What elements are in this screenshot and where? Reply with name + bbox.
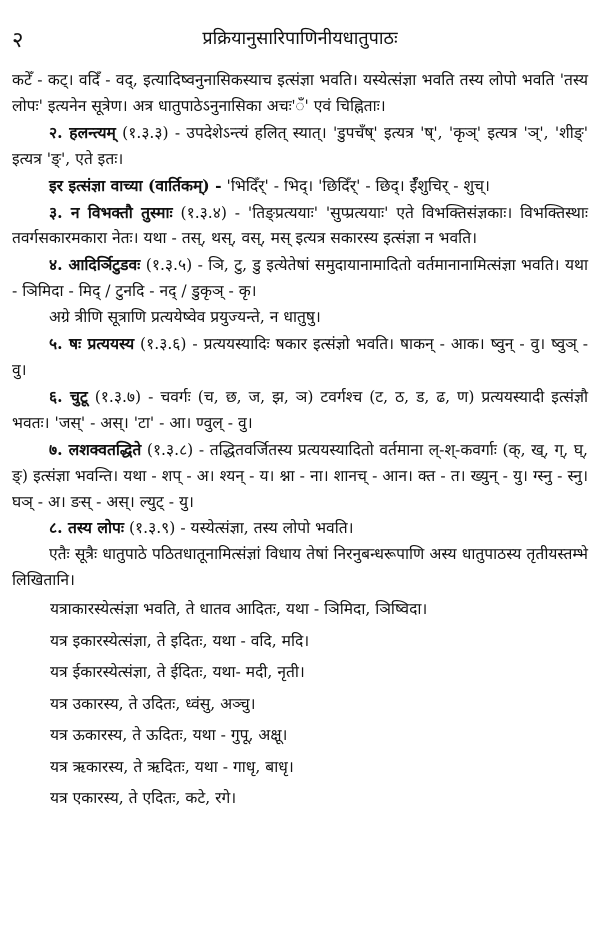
vartika xyxy=(12,173,588,200)
sutra-5-heading: ५. षः प्रत्ययस्य xyxy=(49,334,135,354)
sutra-2-heading: २. हलन्त्यम् xyxy=(49,122,116,142)
page-body xyxy=(12,68,588,815)
example-line-1: यत्राकारस्येत्संज्ञा भवति, ते धातव आदितः, यथा - ञिमिदा, ञिष्विदा। xyxy=(50,600,428,619)
sutra-7-text: (१.३.८) - तद्धितवर्जितस्य प्रत्ययस्यादितो वर्तमाना ल्-श्-कवर्गाः (क्, ख्, ग्, घ्, ङ्) इत्संज्ञा भवन्ति। यथा - शप् - अ। श्यन् - य। श्ना - ना। शानच् - आन। क्त - त। ख्युन् - यु। ग्स्नु - स्नु। घञ् - अ। ङस् - अस्। ल्युट् - यु। xyxy=(12,440,589,511)
sutra-5 xyxy=(12,331,588,384)
sutra-3-text: (१.३.४) - 'तिङ्प्रत्ययाः' 'सुप्प्रत्ययाः' एते विभक्तिसंज्ञकाः। विभक्तिस्थाः तवर्गसकारमकारा नेतः। यथा - तस्, थस्, वस्, मस् इत्यत्र सकारस्य इत्संज्ञा न भवति। xyxy=(12,203,589,248)
sutra-7-heading: ७. लशक्वतद्धिते xyxy=(49,439,142,459)
example-line-4: यत्र उकारस्य, ते उदितः, ध्वंसु, अञ्चु। xyxy=(50,694,256,713)
sutra-5-text: (१.३.६) - प्रत्ययस्यादिः षकार इत्संज्ञो भवति। षाकन् - आक। ष्वुन् - वु। ष्वुञ् - वु। xyxy=(12,335,589,379)
sutra-4 xyxy=(12,252,588,305)
document-page xyxy=(12,24,588,939)
vartika-heading: इर इत्संज्ञा वाच्या (वार्तिकम्) - xyxy=(49,175,222,195)
sutra-7 xyxy=(12,437,588,516)
example-line-2: यत्र इकारस्येत्संज्ञा, ते इदितः, यथा - वदि, मदि। xyxy=(50,631,310,650)
sutra-6-heading: ६. चुटू xyxy=(49,386,88,406)
vartika-text: 'भिदिँर्' - भिद्। 'छिदिँर्' - छिद्। ईँशुचिर् - शुच्। xyxy=(221,176,490,195)
sutra-3-heading: ३. न विभक्तौ तुस्माः xyxy=(49,202,173,222)
sutra-6 xyxy=(12,384,588,437)
example-line-6: यत्र ऋकारस्य, ते ऋदितः, यथा - गाधृ, बाधृ। xyxy=(50,757,294,776)
sutra-3 xyxy=(12,200,588,253)
sutra-6-text: (१.३.७) - चवर्गः (च, छ, ज, झ, ञ) टवर्गश्च (ट, ठ, ड, ढ, ण) प्रत्ययस्यादी इत्संज्ञौ भवतः। 'जस्' - अस्। 'टा' - आ। ण्वुल् - वु। xyxy=(12,387,588,432)
page-number: २ xyxy=(12,28,24,53)
page-header xyxy=(12,24,588,68)
sutra-8-heading: ८. तस्य लोपः xyxy=(49,518,125,538)
sutra-4-note: अग्रे त्रीणि सूत्राणि प्रत्ययेष्वेव प्रयुज्यन्ते, न धातुषु। xyxy=(49,308,321,327)
sutra-4-text: (१.३.५) - ञि, टु, डु इत्येतेषां समुदायानामादितो वर्तमानानामित्संज्ञा भवति। यथा - ञिमिदा - मिद् / टुनदि - नद् / डुकृञ् - कृ। xyxy=(12,256,588,301)
sutra-2-text: (१.३.३) - उपदेशेऽन्त्यं हलित् स्यात्। 'डुपचँष्' इत्यत्र 'ष्', 'कृञ्' इत्यत्र 'ञ्', 'शीङ्' इत्यत्र 'ङ्', एते इतः। xyxy=(12,123,589,168)
sutra-4-heading: ४. आदिर्ञिटुडवः xyxy=(49,255,141,275)
sutra-2 xyxy=(12,120,588,173)
sutra-8-text: (१.३.९) - यस्येत्संज्ञा, तस्य लोपो भवति। xyxy=(124,519,354,538)
example-line-7: यत्र एकारस्य, ते एदितः, कटे, रगे। xyxy=(50,789,237,808)
example-line-3: यत्र ईकारस्येत्संज्ञा, ते ईदितः, यथा- मदी, नृती। xyxy=(50,663,305,682)
example-line-5: यत्र ऊकारस्य, ते ऊदितः, यथा - गुपू, अक्षू। xyxy=(50,726,288,745)
running-title: प्रक्रियानुसारिपाणिनीयधातुपाठः xyxy=(202,28,398,49)
sutra-8 xyxy=(12,515,588,542)
paragraph-summary: एतैः सूत्रैः धातुपाठे पठितधातूनामित्संज्ञां विधाय तेषां निरनुबन्धरूपाणि अस्य धातुपाठस्य तृतीयस्तम्भे लिखितानि। xyxy=(12,545,588,590)
paragraph-intro: कटेँ - कट्। वदिँ - वद्, इत्यादिष्वनुनासिकस्याच इत्संज्ञा भवति। यस्येत्संज्ञा भवति तस्य लोपो भवति 'तस्य लोपः' इत्यनेन सूत्रेण। अत्र धातुपाठेऽनुनासिका अचः'ँ' एवं चिह्निताः। xyxy=(12,71,588,115)
